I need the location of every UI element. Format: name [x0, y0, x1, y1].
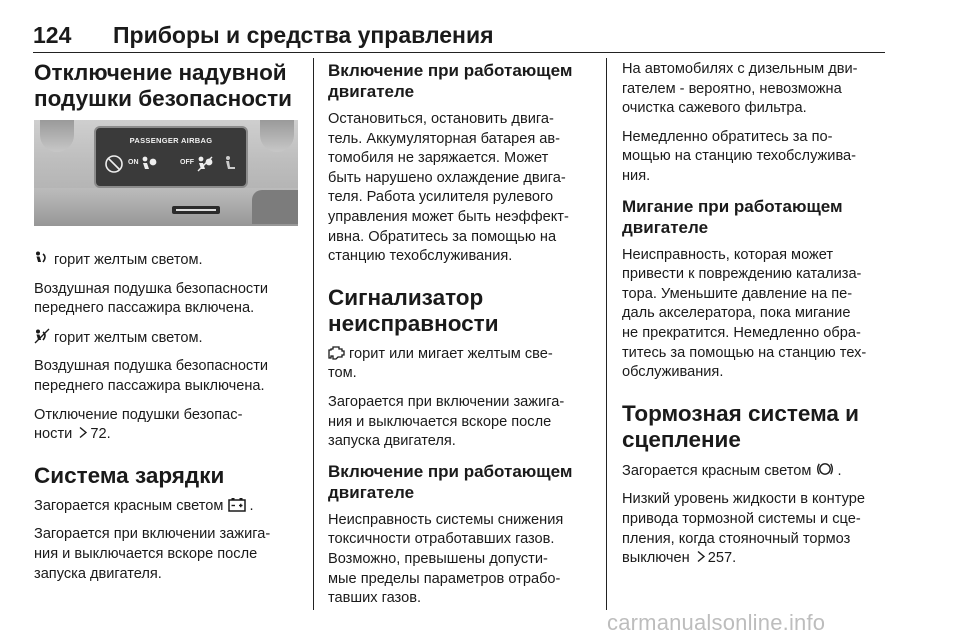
airbag-deactivation-title: Отключение надувной подушки безопасности	[34, 60, 293, 111]
charging-system-title: Система зарядки	[34, 462, 225, 488]
header-rule	[33, 52, 885, 53]
running-engine-heading-1: Включение при работающем двигателе	[328, 61, 573, 101]
column-2	[328, 60, 596, 618]
malfunction-indicator-title: Сигнализатор неисправности	[328, 284, 499, 336]
charging-description: Загорается при включении зажига- ния и выключается вскоре после запуска двигателя.	[34, 526, 271, 582]
airbag-on-description: Воздушная подушка безопасности переднего пассажира включена.	[34, 280, 269, 317]
brake-indicator-line: Загорается красным светом .	[622, 462, 842, 479]
running-engine-description-1: Остановиться, остановить двига- тель. Аккумуляторная батарея ав- томобиля не заряжается. Может быть нарушено охлаждение двига- теля. Работа усилителя рулевого управления может быть неэффект- ивна. Обратитесь за помощью на станцию техобслуживания.	[328, 111, 569, 265]
diesel-description: На автомобилях с дизельным дви- гателем - вероятно, невозможна очистка сажевого фильтра.	[622, 61, 858, 117]
airbag-off-indicator-line: горит желтым светом.	[34, 328, 298, 349]
column-divider-2	[606, 58, 607, 610]
airbag-indicator-panel	[94, 126, 248, 188]
contact-service-description: Немедленно обратитесь за по- мощью на станцию техобслужива- ния.	[622, 128, 857, 184]
airbag-on-indicator-line: горит желтым светом.	[34, 250, 298, 271]
column-3	[622, 60, 888, 578]
malfunction-description: Загорается при включении зажига- ния и выключается вскоре после запуска двигателя.	[328, 393, 565, 450]
running-title: Приборы и средства управления	[113, 22, 494, 48]
passenger-airbag-on-icon	[140, 155, 158, 173]
brake-clutch-title: Тормозная система и сцепление	[622, 400, 860, 452]
brake-warning-icon	[816, 461, 834, 477]
passenger-airbag-on-icon	[34, 250, 50, 266]
brake-description: Низкий уровень жидкости в контуре привода тормозной системы и сце- пления, когда стояночный тормоз выключен 257.	[622, 491, 865, 567]
seat-icon	[222, 155, 238, 173]
page-number: 124	[33, 22, 72, 48]
page-reference-icon	[78, 426, 88, 439]
running-engine-description-2: Неисправность системы снижения токсичности отработавших газов. Возможно, превышены допусти- мые пределы параметров отрабо- тавших газов.	[328, 511, 564, 607]
flashing-description: Неисправность, которая может привести к повреждению катализа- тора. Уменьшите давление на пе- даль акселератора, пока мигание не прекратится. Немедленно обра- титесь за помощью на станцию тех- обслуживания.	[622, 246, 867, 381]
off-label: OFF	[180, 159, 194, 166]
page-reference-icon	[696, 550, 706, 563]
battery-icon	[228, 497, 246, 512]
airbag-off-warning-icon	[104, 154, 124, 174]
watermark: carmanualsonline.info	[607, 610, 826, 635]
deactivation-reference: Отключение подушки безопас- ности 72.	[34, 406, 243, 443]
column-1	[34, 60, 298, 593]
panel-label: PASSENGER AIRBAG	[129, 136, 213, 145]
airbag-panel-photo	[34, 120, 298, 226]
page-header	[33, 22, 885, 52]
passenger-airbag-off-icon	[196, 155, 214, 173]
charging-indicator-line: Загорается красным светом .	[34, 497, 254, 514]
check-engine-icon	[328, 345, 345, 360]
running-engine-heading-2: Включение при работающем двигателе	[328, 461, 573, 502]
airbag-off-description: Воздушная подушка безопасности переднего пассажира выключена.	[34, 358, 269, 394]
column-divider-1	[313, 58, 314, 610]
malfunction-indicator-line: горит или мигает желтым све- том.	[328, 345, 553, 382]
passenger-airbag-off-icon	[34, 328, 50, 344]
on-label: ON	[128, 159, 139, 166]
flashing-heading: Мигание при работающем двигателе	[622, 196, 843, 237]
